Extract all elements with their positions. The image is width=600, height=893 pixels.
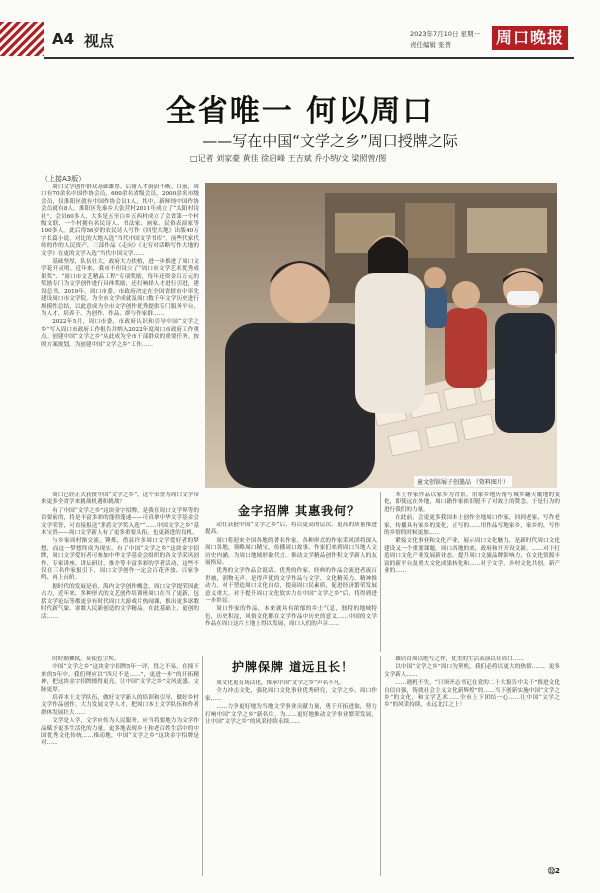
page-number: A4 — [52, 30, 75, 48]
paragraph: 培养本土文学队伍，做好文学新人的培训和引导，做好乡村文学作品创作。大力发展文学人才，把周口本土文学队伍和作者群体发展壮大…… — [41, 695, 199, 716]
column-left-bottom — [41, 492, 199, 647]
paragraph: 周文化更育场活化，推承中国“文学之乡”声名不凡。 — [216, 680, 345, 686]
article-subhead: ——写在中国“文学之乡”周口授牌之际 — [202, 132, 458, 150]
article-photo — [205, 183, 557, 488]
corner-stripe-decoration — [0, 22, 44, 56]
section-title: 视点 — [84, 32, 115, 50]
paragraph: 周口作家的作品，本来就具有浓郁的乡土气息，独特的地域特色，历史积淀，风俗文化都在文学作品中历史的意义……中国的文学作品在周口这片土地上得以发展，周口人们的声音…… — [205, 606, 377, 628]
column-left-top — [41, 184, 199, 484]
paragraph: 雄居首周以绝写之作，优美的生活表演以在周口…… — [395, 656, 524, 662]
paragraph: 基础坚厚，队伍壮大，政府大力扶植，进一步推进了周口文学花开灵明。近年来，我市不但设立了“周口市文学艺术优秀成果奖”、“周口市文艺精品工程”专项奖励，每年还资金百万元的奖励专门为文学创作进行具体奖励，还打响择人才进行引进，建设总书。2019年，周口市委、市政府决定在全国省辖市中率先建设周口市文学院，为全市文学成就及周口数千年文学历史进行规模性总结，以此意成为全市文学创作优秀提供专门服务平台，为人才、培养于、为创作、作品、群与作家群…… — [41, 259, 199, 317]
newspaper-logo: 周口晚报 — [492, 26, 568, 50]
paragraph: 中国“文学之乡”这块金字招牌5年一评，得之不易，在撞下来的5年中，我们理应以“四尺不是……”，更进一步”的开拓精神，把这块金字招牌擦得更亮，让中国“文学之乡”文风更盛、文脉更厚。 — [41, 664, 199, 693]
column-middle-top — [205, 522, 377, 647]
paragraph: 时时勤拂拭，莫使惹尘埃。 — [52, 656, 120, 662]
paragraph: 周口文学创作群众基础雄厚。后备人才蔚蔚不断。目前，周口有70余名中国作协会员，600余名省级会员，2000余名市级会员，仅淮阳区就有中国作协会员1人，其中，新鲜纯中国作协会员就有8人。淮阳区先秦乡大张营村2011年成立了“太阳村诗社”，会员60多人，大多是五至白乡五西村成立了会省第一个村级文联，一个村拥有名民诗人、书法家、画家。民俗表演家等100多人。此后得56岁的农民诗人写作《回望大地》出版40万字长篇小说，对比的大地入选“当代中国文学书库”，前些代家代传的作的人民资产，三部作品《走向》《无穷对话略写作大地的文学》在更的文学入选“当代中国文学…… — [41, 184, 199, 257]
paragraph: ……力争更好地为当地文学事业贡献力量，勇于开拓进取，努力打响中国“文学之乡”新名片，为……更好地推动文学事业繁荣发展，让中国“文学之乡”的风采持续永续…… — [205, 704, 377, 726]
editors-line: 责任编辑 张普 — [410, 41, 452, 49]
section-heading-1: 金字招牌 其惠我何？ — [238, 504, 361, 518]
paragraph: 周口已经正式获批中国“文学之乡”，这个荣誉为周口文学带来更多全省学来挑战机遇和挑战？ — [41, 492, 199, 506]
photo-caption: 童文创馆展子创墨品 （资料图片） — [414, 476, 512, 487]
paragraph: 在此前，会更更多我国本土创作全地周口作家，回到老家，写作老家，传播具有家乡的变化，正写的……用作品写地家乡，家乡的，写作的乡情的时候更加…… — [384, 515, 560, 537]
column-right-top — [384, 492, 560, 650]
paragraph: 优秀的文学作品会说话。优秀的作家、经典的作品会流进者流百世被，润物无声。是得声优的文学作品与文学、文化精英力、精神推动力，对于塑造周口文化自信，提高周口民素质，促进经济繁荣发展意义重大。对于提升周口文化软实力在中国“文学之乡”后，将得到进一步彰显。 — [205, 568, 377, 605]
paragraph: 周口将迎来全国各地的著名作家。各种形式的作家采风团将深入周口各地，领略周口精宝，传播周口故事。作家们来到周口当地人文历史内涵，为周口地域形象代言。推动文学精品创作积文学新人的友展格局。 — [205, 537, 377, 567]
column-divider — [380, 492, 381, 652]
paragraph: 2022年5月，周口市委、市政府认识和引导中国“文学之乡”写入周口市政府工作报告并纳入2022年度周口市政府工作重点。创建中国“文学之乡”从此成为全市干部群众的重要任务。按照方案规划，为创建中国“文学之乡”工作…… — [41, 319, 199, 348]
end-mark: ㉒2 — [548, 867, 560, 875]
paragraph: 紧接文化事业和文化产业，展示周口文化魅力，是新时代周口文化建设又一个重要课题。周口各地的来，政府和开开设文新，……对于打造周口文化产业发展新业态，提升周口文旅品牌影响力，在文化资源丰富的新平台及重大文化成果转化和……对于文学、乡村文化共创，新产业的…… — [384, 538, 560, 575]
issue-date: 2023年7月10日 星期一 — [410, 30, 481, 38]
column-divider — [202, 656, 203, 876]
column-bottom-left — [41, 656, 199, 881]
paragraph: 本土作家作品以家乡为背景，用家乡地历帮写城乡翻天覆地的变化，即使远在外地，周口籍作家依旧脱不了对故土的赞念，于是行为的进行我们的力量。 — [384, 492, 560, 513]
column-bottom-middle — [205, 680, 377, 880]
header-divider — [44, 57, 574, 59]
section-heading-2: 护牌保牌 道远且长！ — [232, 660, 355, 674]
paragraph: 动在获批中国“文学之乡”后，将以更高的层次、更高的质量推进提高。 — [205, 522, 377, 536]
paragraph: 全力冲击文化，强化周口文化事业优秀研究，文学之乡，周口作家…… — [205, 688, 377, 702]
paragraph: ……遇机不失，“只须齐志书记在党的二十大报告中关于”推进文化自信自强，铸就社会主义文化新辉煌”的……当下创新实施中国“文学之乡”的文化，和文学艺术……全市上下团结一心……让中国“文学之乡”的风采持续，永远北江之上！ — [384, 680, 560, 709]
photo-illustration — [205, 183, 557, 488]
paragraph: 文学是人学，文学应传为人民服务。应当将要地力为文学作品赋予更多生活化的力量，更多地表现乡土和老百姓生活中的中国优秀文化传统……推动地，中国“文学之乡”这块金字招牌是对…… — [41, 718, 199, 747]
column-bottom-right — [384, 656, 560, 868]
paragraph: 以中国“文学之乡”周口为契机，我们必将以更大的热情……，更多文学新人…… — [384, 664, 560, 678]
continued-from-note: （上接A3版） — [41, 175, 86, 183]
article-byline: □记者 刘家豪 黄佳 徐启峰 王吉斌 乔小纳/文 梁照曾/图 — [190, 154, 387, 163]
column-divider — [380, 656, 381, 876]
article-headline: 全省唯一 何以周口 — [165, 94, 435, 129]
paragraph: 据时代的发展是看，海内文学创作概念，周口文学提荣因此占力。近年来，多种形式的文艺创作培训班周口在当了更新，包括文学论坛等都更享有时代周口大游戏片热闹课，推出更多讴歌时代新气象、讴歌人民新创造的文学精品。在此基础上，更创的活…… — [41, 583, 199, 620]
paragraph: 有了中国“文学之乡”这块金字招牌，是我在周口文学界等的首要前的，将是丰富多彩的蓬勃蓬速——可真拿中华文学基金会文学荣誉，可直接报送“茅盾文学奖入选”“……中国文学之乡”基本宝贵——周口文学新人有了更多重要头衔，也更新进的良机。 — [41, 507, 199, 537]
header-meta — [410, 29, 480, 51]
paragraph: 与乡家周村渐交流，锤炼，借县许多周口文学爱好者的梦想，而这一梦想终成为现实。有了中国“文学之乡”这块金字招牌，周口文学爱好者可参加中华文学基金会组织的各文学采风创作、专家讲座、讲坛研讨、推介等丰富多彩的学者活动，这些不仅在三名作家报引下，周口文学创作一定会百花齐放、百家争鸣、再上台阶。 — [41, 538, 199, 582]
